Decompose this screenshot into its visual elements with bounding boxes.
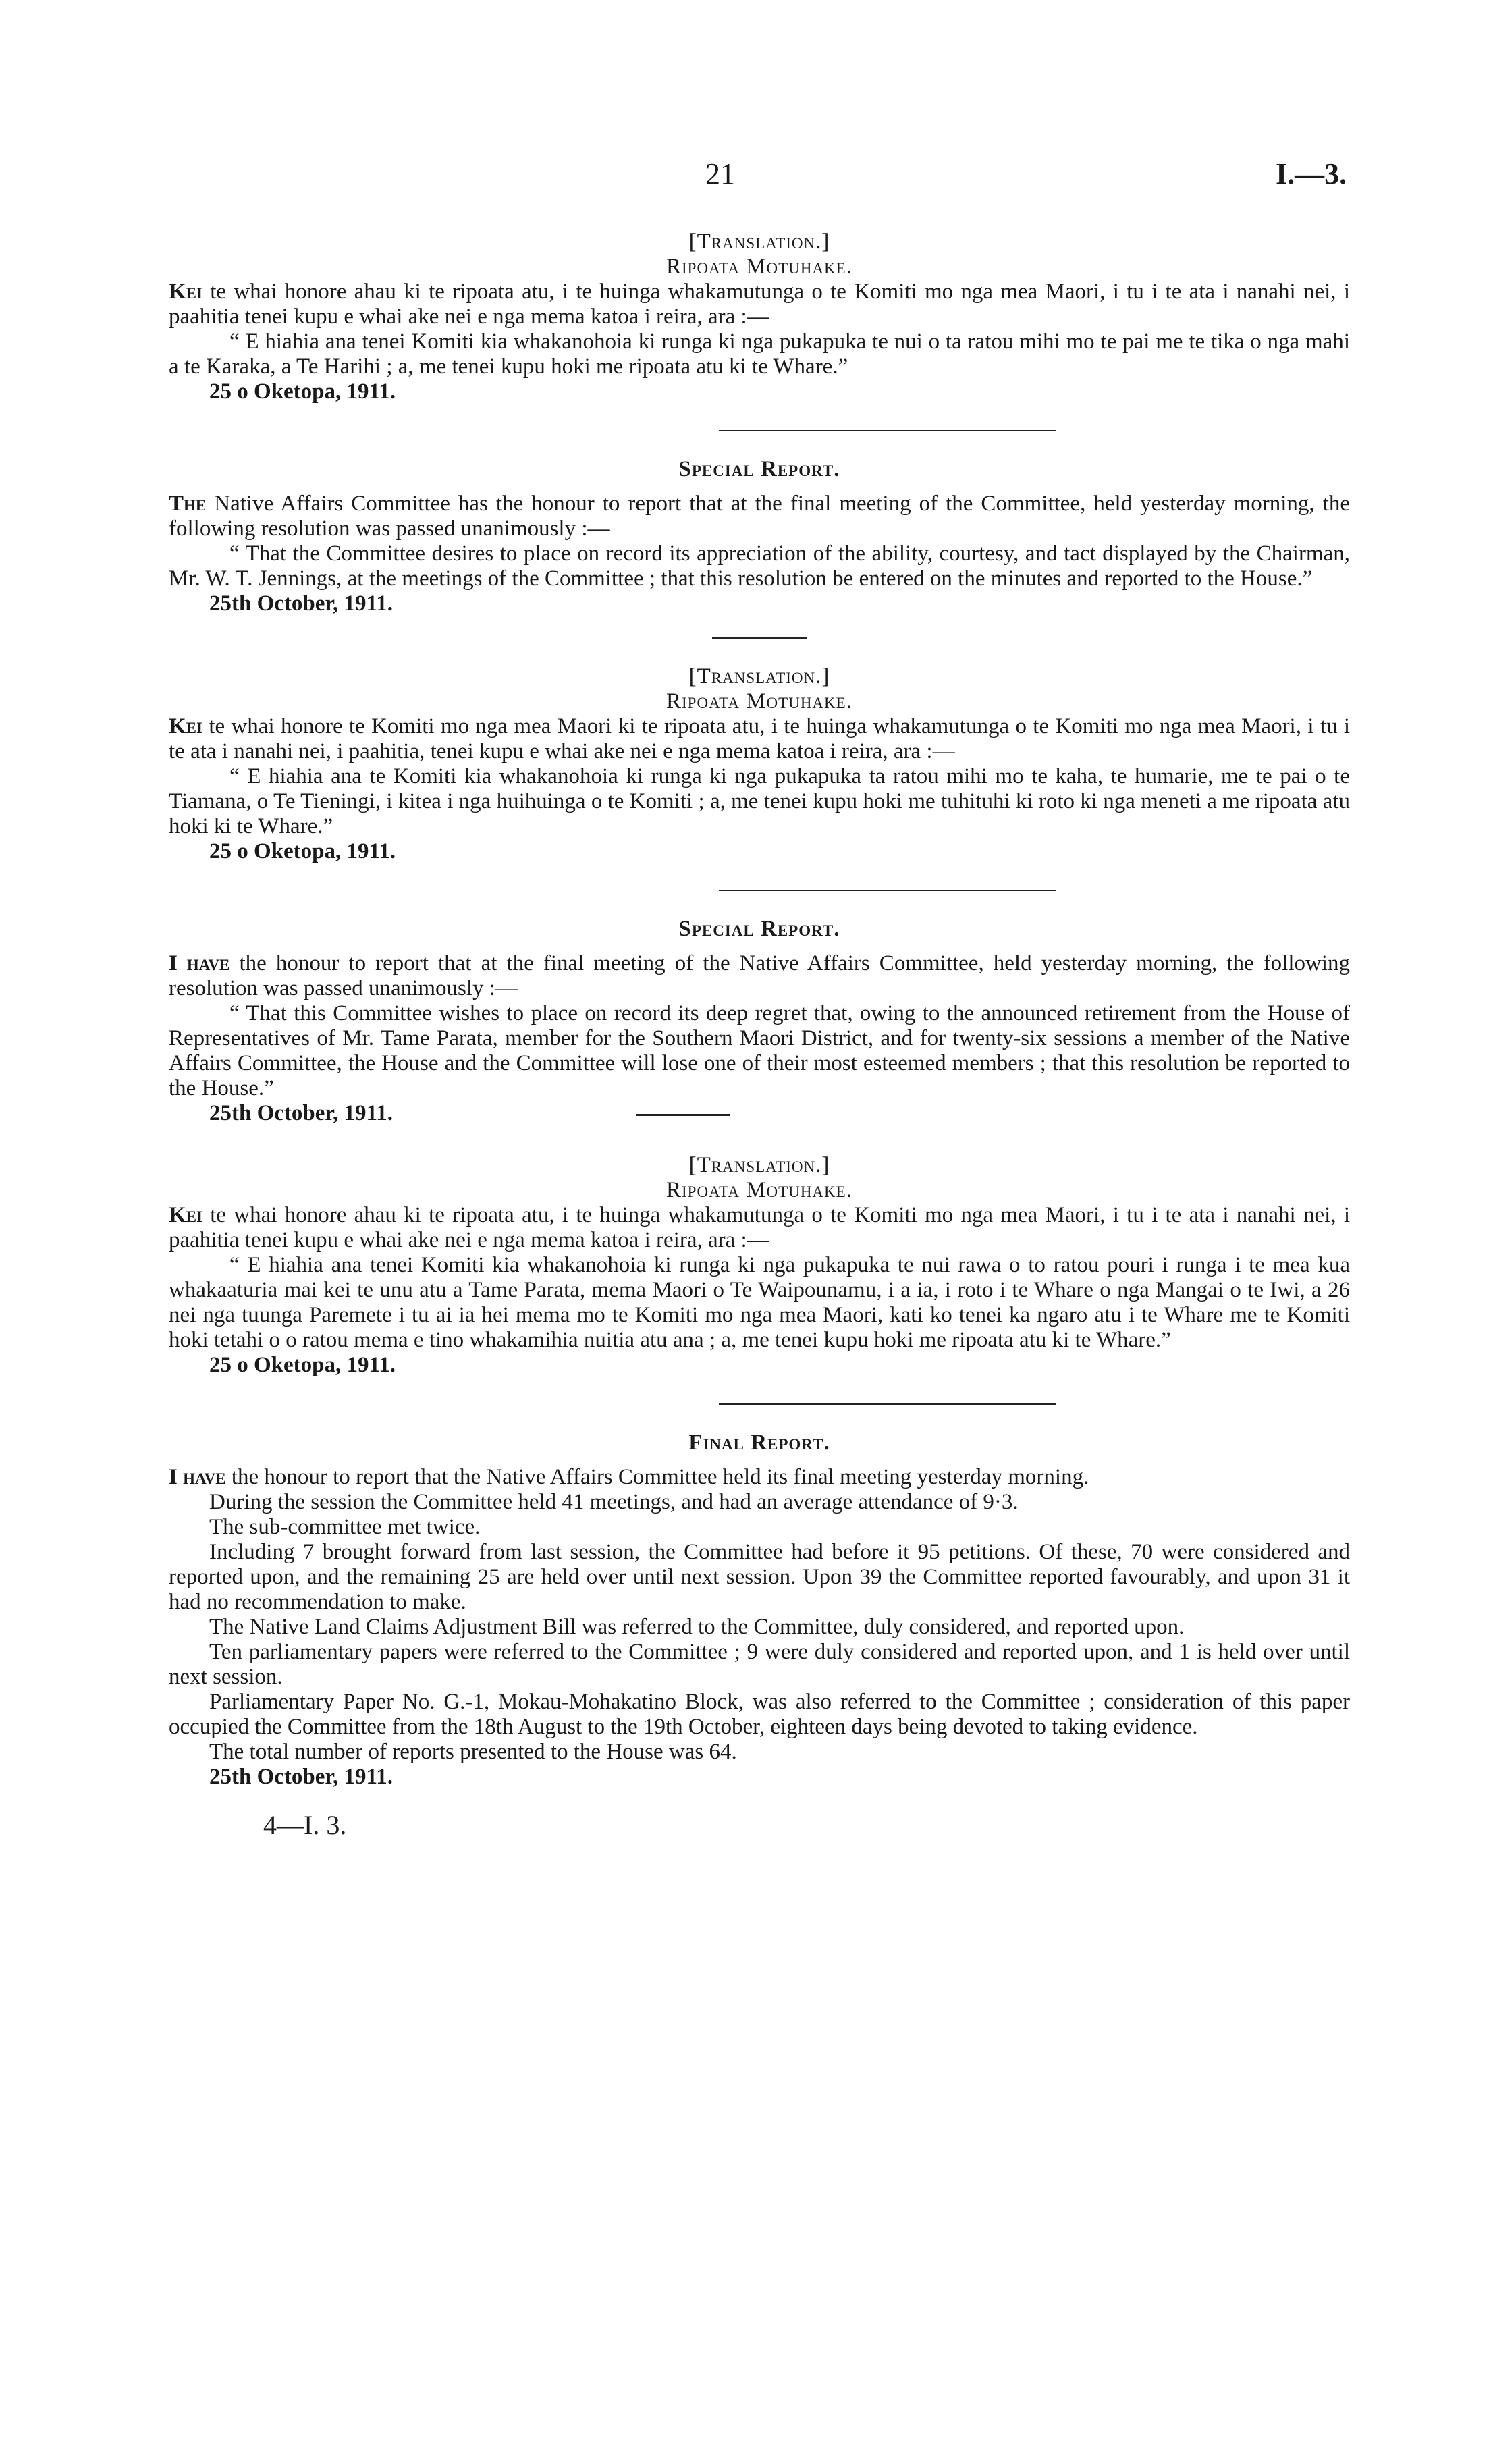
divider-rule — [719, 1403, 1056, 1405]
opener: Kei — [169, 1203, 202, 1227]
intro-paragraph — [169, 279, 1350, 329]
date-line: 25 o Oketopa, 1911. — [209, 839, 396, 863]
translation-label: [Translation.] — [688, 1153, 830, 1177]
opener: Kei — [169, 714, 202, 739]
date-line: 25th October, 1911. — [209, 1765, 393, 1789]
date-text: 25th October, 1911. — [209, 1101, 393, 1125]
date-line: 25 o Oketopa, 1911. — [209, 379, 396, 404]
section-title: Ripoata Motuhake. — [666, 1178, 852, 1202]
translation-label: [Translation.] — [688, 230, 830, 254]
section-translation-3 — [169, 1153, 1350, 1378]
intro-text: te whai honore ahau ki te ripoata atu, i te huinga whakamutunga o te Komiti mo nga mea Maori, i tu i te ata i nanahi nei, i paahitia tenei kupu e whai ake nei e nga mema katoa i reira, ara :— — [169, 279, 1350, 329]
resolution-quote: “ E hiahia ana tenei Komiti kia whakanohoia ki runga ki nga pukapuka te nui o ta ratou mihi mo te pai me te tika o nga mahi a te Karaka, a Te Harihi ; a, me tenei kupu hoki me ripoata atu ki te Whare.” — [169, 329, 1350, 379]
section-final-report — [169, 1430, 1350, 1790]
resolution-quote: “ E hiahia ana te Komiti kia whakanohoia ki runga ki nga pukapuka ta ratou mihi mo te kaha, te humarie, me te pai o te Tiamana, o Te Tieningi, i kitea i nga huihuinga o te Komiti ; a, me tenei kupu hoki me tuhituhi ki roto ki nga meneti a me ripoata atu hoki ki te Whare.” — [169, 764, 1350, 838]
section-translation-1 — [169, 230, 1350, 404]
intro-paragraph — [169, 1203, 1350, 1253]
opener: Kei — [169, 279, 202, 304]
intro-text: the honour to report that the Native Affairs Committee held its final meeting yesterday morning. — [231, 1465, 1089, 1489]
section-title: Ripoata Motuhake. — [666, 255, 852, 279]
report-paragraph: During the session the Committee held 41 meetings, and had an average attendance of 9·3. — [209, 1490, 1019, 1514]
date-line: 25th October, 1911. — [209, 591, 393, 616]
section-title: Special Report. — [678, 457, 840, 481]
page-content — [169, 230, 1350, 1838]
report-paragraph: Ten parliamentary papers were referred to the Committee ; 9 were duly considered and reported upon, and 1 is held over until next session. — [169, 1640, 1350, 1689]
intro-paragraph — [169, 951, 1350, 1001]
report-paragraph: The total number of reports presented to the House was 64. — [209, 1740, 737, 1764]
divider-rule — [719, 890, 1056, 891]
intro-text: te whai honore te Komiti mo nga mea Maori ki te ripoata atu, i te huinga whakamutunga o te Komiti mo nga mea Maori, i tu i te ata i nanahi nei, i paahitia, tenei kupu e whai ake nei e nga mema katoa i reira, ara :— — [169, 714, 1350, 764]
report-paragraph: The sub-committee met twice. — [209, 1515, 481, 1539]
resolution-quote: “ That the Committee desires to place on record its appreciation of the ability, courtesy, and tact displayed by the Chairman, Mr. W. T. Jennings, at the meetings of the Committee ; that this resolution be entered on the minutes and reported to the House.” — [169, 541, 1350, 591]
report-paragraph: Including 7 brought forward from last session, the Committee had before it 95 petitions. Of these, 70 were considered and reported upon, and the remaining 25 are held over until next session. Upon 39 the Committee reported favourably, and upon 31 it had no recommendation to make. — [169, 1540, 1350, 1614]
opener: I have — [169, 1465, 226, 1489]
translation-label: [Translation.] — [688, 664, 830, 689]
opener: The — [169, 491, 207, 516]
report-paragraph: The Native Land Claims Adjustment Bill was referred to the Committee, duly considered, and reported upon. — [209, 1615, 1185, 1639]
paper-reference: I.—3. — [1276, 157, 1347, 190]
intro-paragraph — [169, 491, 1350, 541]
opener: I have — [169, 951, 230, 975]
divider-rule — [712, 637, 807, 639]
divider-rule — [636, 1114, 730, 1116]
intro-paragraph — [169, 1465, 1350, 1490]
page-number: 21 — [705, 157, 735, 190]
date-line — [209, 1101, 1350, 1126]
resolution-quote: “ E hiahia ana tenei Komiti kia whakanohoia ki runga ki nga pukapuka te nui rawa o to ratou pouri i runga i te mea kua whakaaturia mai kei te unu atu a Tame Parata, mema Maori o Te Waipounamu, i a ia, i roto i te Whare o nga Mangai o te Iwi, a 26 nei nga tuunga Paremete i tu ai ia hei mema mo te Komiti mo nga mea Maori, kati ko tenei ka ngaro atu i te Whare me te Komiti hoki tetahi o o ratou mema e tino whakamihia nuitia atu ana ; a, me tenei kupu hoki me ripoata atu ki te Whare.” — [169, 1253, 1350, 1352]
intro-paragraph — [169, 714, 1350, 764]
signature-mark: 4—I. 3. — [263, 1810, 347, 1840]
report-paragraph: Parliamentary Paper No. G.-1, Mokau-Mohakatino Block, was also referred to the Committee ; consideration of this paper occupied the Committee from the 18th August to the 19th October, eighteen days being devoted to taking evidence. — [169, 1690, 1350, 1739]
divider-rule — [719, 430, 1056, 431]
intro-text: Native Affairs Committee has the honour to report that at the final meeting of the Committee, held yesterday morning, the following resolution was passed unanimously :— — [169, 491, 1350, 541]
intro-text: the honour to report that at the final meeting of the Native Affairs Committee, held yesterday morning, the following resolution was passed unanimously :— — [169, 951, 1351, 1000]
date-line: 25 o Oketopa, 1911. — [209, 1353, 396, 1377]
section-translation-2 — [169, 664, 1350, 864]
section-title: Ripoata Motuhake. — [666, 689, 852, 714]
section-title: Special Report. — [678, 917, 840, 941]
resolution-quote: “ That this Committee wishes to place on record its deep regret that, owing to the announced retirement from the House of Representatives of Mr. Tame Parata, member for the Southern Maori District, and for twenty-six sessions a member of the Native Affairs Committee, the House and the Committee will lose one of their most esteemed members ; that this resolution be reported to the House.” — [169, 1001, 1350, 1100]
section-special-report-1 — [169, 457, 1350, 616]
section-special-report-2 — [169, 917, 1350, 1126]
intro-text: te whai honore ahau ki te ripoata atu, i te huinga whakamutunga o te Komiti mo nga mea Maori, i tu i te ata i nanahi nei, i paahitia tenei kupu e whai ake nei e nga mema katoa i reira, ara :— — [169, 1203, 1350, 1252]
section-title: Final Report. — [688, 1430, 830, 1455]
